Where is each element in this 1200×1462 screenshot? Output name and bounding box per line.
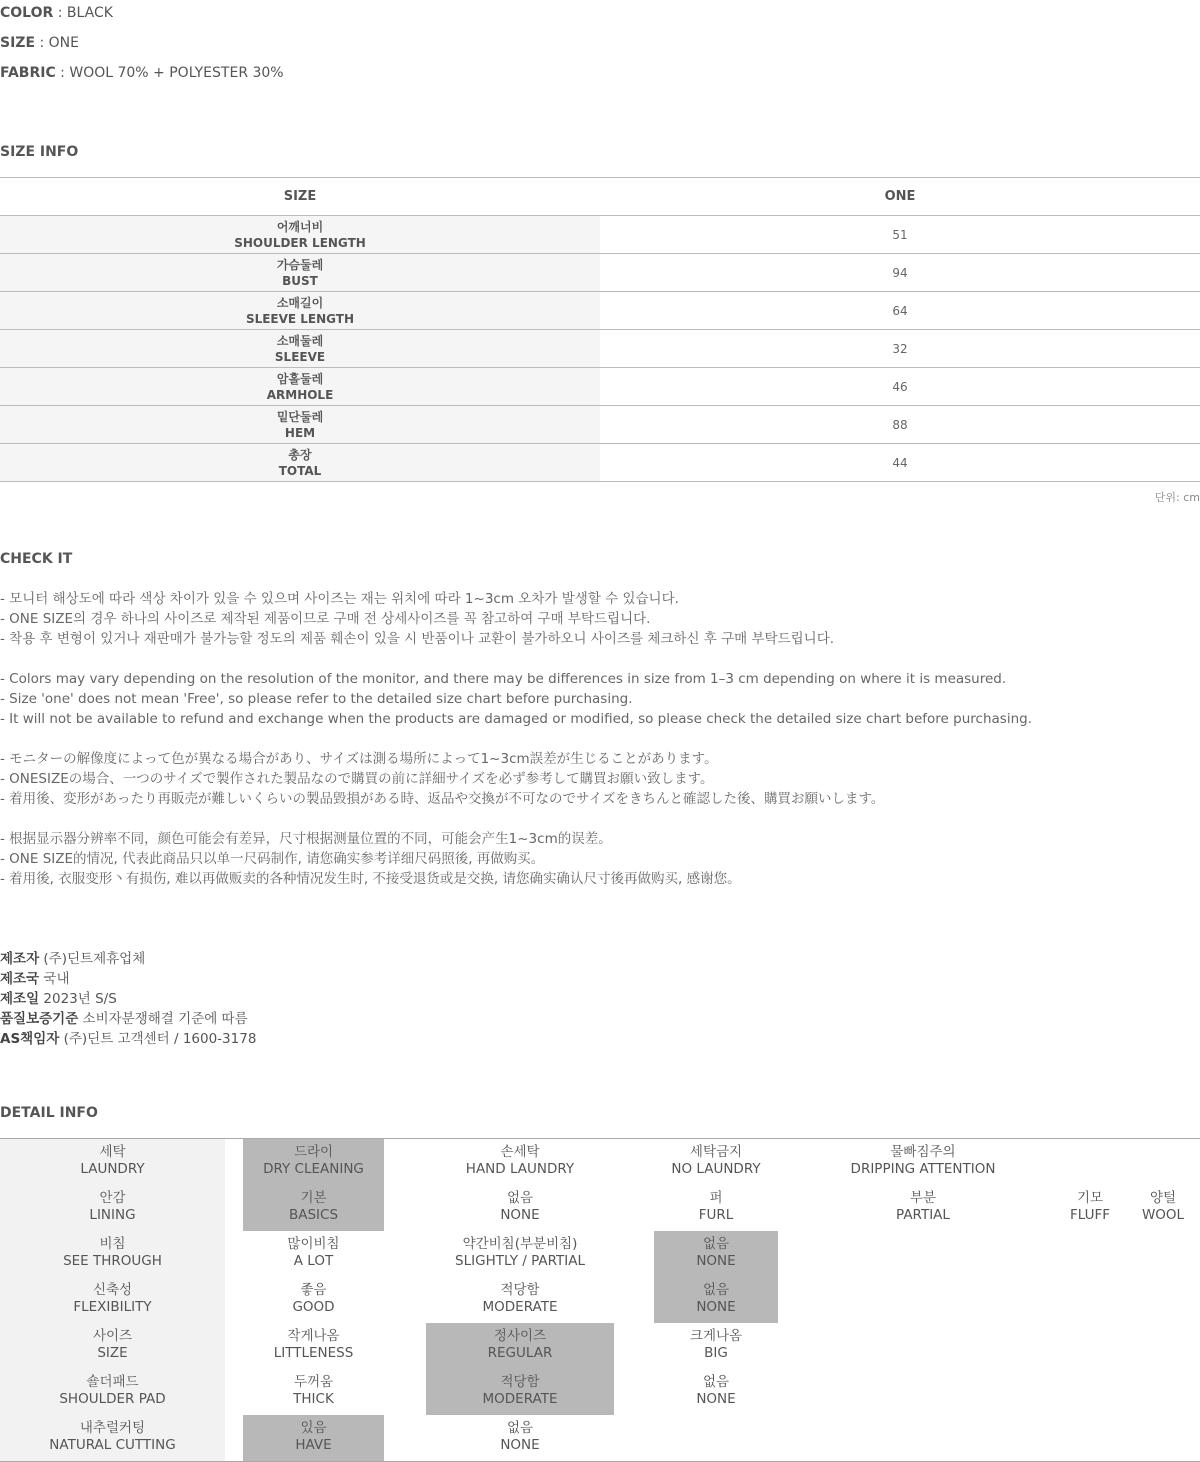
size-row-label: [0, 444, 600, 482]
info-value: 국내: [39, 971, 70, 987]
spec-fabric: [0, 65, 284, 81]
size-row-label: [0, 216, 600, 254]
option-none: [654, 1282, 778, 1316]
info-key: 제조국: [0, 971, 40, 987]
option-en: DRIPPING ATTENTION: [850, 1161, 996, 1177]
detail-label-laundry: [0, 1144, 225, 1178]
table-row: [0, 292, 1200, 330]
option-ko: 세탁금지: [689, 1144, 743, 1160]
label-ko: 암홀둘레: [276, 371, 324, 386]
label-en: ARMHOLE: [266, 387, 334, 402]
label-ko: 세탁: [99, 1144, 126, 1160]
option-en: A LOT: [293, 1253, 334, 1269]
note-line: - Colors may vary depending on the resolution of the monitor, and there may be differences in size from 1–3 cm depending on where it is measured.: [0, 671, 1007, 687]
label-en: SLEEVE LENGTH: [245, 311, 355, 326]
option-ko: 없음: [702, 1236, 730, 1252]
size-row-label: [0, 292, 600, 330]
notes-korean: [0, 589, 834, 649]
option-ko: 없음: [506, 1420, 534, 1436]
detail-label-natural-cutting: [0, 1420, 225, 1454]
label-ko: 어깨너비: [276, 219, 324, 234]
option-none: [426, 1420, 614, 1454]
option-partial: [833, 1190, 1013, 1224]
option-en: DRY CLEANING: [263, 1161, 364, 1177]
note-line: - ONESIZEの場合、一つのサイズで製作された製品なので購買の前に詳細サイズを必ず参考して購買お願い致します。: [0, 771, 714, 787]
option-ko: 작게나옴: [287, 1328, 340, 1344]
note-line: - 着用後, 衣服变形丶有损伤, 难以再做贩卖的各种情况发生时, 不接受退货或是交换, 请您确实确认尺寸後再做购买, 感谢您。: [0, 871, 741, 887]
option-en: PARTIAL: [896, 1207, 950, 1223]
label-ko: 소매둘레: [276, 333, 324, 348]
size-row-value: 94: [600, 254, 1200, 292]
option-moderate: [426, 1374, 614, 1408]
label-ko: 비침: [99, 1236, 126, 1252]
option-big: [654, 1328, 778, 1362]
option-hand-laundry: [426, 1144, 614, 1178]
option-wool: [1128, 1190, 1198, 1224]
table-row: [0, 330, 1200, 368]
label-en: HEM: [284, 425, 316, 440]
label-en: SLEEVE: [274, 349, 326, 364]
spec-key: SIZE: [0, 35, 36, 51]
option-dripping-attention: [833, 1144, 1013, 1178]
size-table-header: [0, 178, 1200, 216]
label-en: SHOULDER PAD: [59, 1391, 166, 1407]
notes-chinese: [0, 829, 741, 889]
size-row-label: [0, 406, 600, 444]
size-header-label: SIZE: [0, 178, 600, 216]
product-maker: [0, 949, 256, 969]
table-row: [0, 368, 1200, 406]
note-line: - 根据显示器分辨率不同，颜色可能会有差异，尺寸根据测量位置的不同，可能会产生1~3cm的误差。: [0, 831, 612, 847]
detail-label-flexibility: [0, 1282, 225, 1316]
label-ko: 총장: [288, 447, 312, 462]
check-it-title: CHECK IT: [0, 551, 73, 567]
option-en: WOOL: [1141, 1207, 1185, 1223]
option-ko: 약간비침(부분비침): [462, 1236, 578, 1252]
option-en: REGULAR: [487, 1345, 553, 1361]
detail-info-title: DETAIL INFO: [0, 1105, 98, 1121]
option-none: [654, 1374, 778, 1408]
option-have: [243, 1420, 384, 1454]
label-en: NATURAL CUTTING: [49, 1437, 176, 1453]
option-moderate: [426, 1282, 614, 1316]
option-en: GOOD: [292, 1299, 335, 1315]
option-fluff: [1055, 1190, 1125, 1224]
size-row-value: 32: [600, 330, 1200, 368]
option-none: [426, 1190, 614, 1224]
size-table: [0, 177, 1200, 482]
table-row: [0, 406, 1200, 444]
detail-label-see-through: [0, 1236, 225, 1270]
info-key: 제조자: [0, 951, 40, 967]
option-en: NONE: [696, 1299, 736, 1315]
option-good: [243, 1282, 384, 1316]
option-en: THICK: [293, 1391, 334, 1407]
option-en: SLIGHTLY / PARTIAL: [455, 1253, 585, 1269]
option-basics: [243, 1190, 384, 1224]
table-row: [0, 216, 1200, 254]
label-en: BUST: [282, 273, 318, 288]
label-ko: 안감: [99, 1190, 126, 1206]
option-ko: 퍼: [709, 1190, 723, 1206]
spec-value: : ONE: [35, 35, 79, 51]
option-dry-cleaning: [243, 1144, 384, 1178]
option-en: LITTLENESS: [273, 1345, 354, 1361]
option-ko: 정사이즈: [493, 1328, 547, 1344]
label-ko: 내추럴커팅: [79, 1420, 146, 1436]
size-row-label: [0, 368, 600, 406]
label-ko: 신축성: [92, 1282, 133, 1298]
option-ko: 기모: [1076, 1190, 1104, 1206]
option-ko: 양털: [1149, 1190, 1177, 1206]
option-a-lot: [243, 1236, 384, 1270]
label-en: SHOULDER LENGTH: [234, 235, 366, 250]
label-ko: 소매길이: [276, 295, 324, 310]
spec-value: : BLACK: [53, 5, 113, 21]
label-en: FLEXIBILITY: [73, 1299, 152, 1315]
spec-value: : WOOL 70% + POLYESTER 30%: [55, 65, 284, 81]
option-ko: 있음: [300, 1420, 327, 1436]
option-en: HAVE: [295, 1437, 332, 1453]
option-en: BIG: [704, 1345, 728, 1361]
option-en: HAND LAUNDRY: [465, 1161, 575, 1177]
option-ko: 적당함: [500, 1282, 540, 1298]
option-en: NONE: [696, 1391, 736, 1407]
option-en: MODERATE: [482, 1391, 558, 1407]
product-warranty: [0, 1009, 256, 1029]
table-row: [0, 444, 1200, 482]
info-key: 품질보증기준: [0, 1011, 79, 1027]
info-value: (주)딘트제휴업체: [39, 951, 146, 967]
note-line: - モニターの解像度によって色が異なる場合があり、サイズは測る場所によって1~3cm誤差が生じることがあります。: [0, 751, 718, 767]
option-thick: [243, 1374, 384, 1408]
note-line: - ONE SIZE的情况, 代表此商品只以单一尺码制作, 请您确实参考详细尺码照後, 再做购买。: [0, 851, 545, 867]
option-ko: 없음: [702, 1282, 730, 1298]
size-row-label: [0, 330, 600, 368]
product-country: [0, 969, 256, 989]
label-ko: 숄더패드: [86, 1374, 139, 1390]
option-regular: [426, 1328, 614, 1362]
option-en: NONE: [500, 1437, 540, 1453]
size-header-value: ONE: [600, 178, 1200, 216]
info-key: 제조일: [0, 991, 40, 1007]
option-ko: 물빠짐주의: [890, 1144, 956, 1160]
size-row-value: 46: [600, 368, 1200, 406]
size-row-value: 64: [600, 292, 1200, 330]
option-ko: 드라이: [293, 1144, 334, 1160]
option-ko: 좋음: [300, 1282, 327, 1298]
product-date: [0, 989, 256, 1009]
option-ko: 많이비침: [287, 1236, 340, 1252]
option-en: NONE: [500, 1207, 540, 1223]
detail-label-lining: [0, 1190, 225, 1224]
spec-color: [0, 5, 113, 21]
notes-english: [0, 669, 1032, 729]
size-row-label: [0, 254, 600, 292]
label-en: LINING: [89, 1207, 136, 1223]
size-row-value: 51: [600, 216, 1200, 254]
option-none: [654, 1236, 778, 1270]
label-en: TOTAL: [278, 463, 322, 478]
option-ko: 두꺼움: [293, 1374, 334, 1390]
note-line: - It will not be available to refund and exchange when the products are damaged or modified, so please check the detailed size chart before purchasing.: [0, 711, 1032, 727]
info-value: 2023년 S/S: [39, 991, 117, 1007]
size-row-value: 44: [600, 444, 1200, 482]
option-ko: 없음: [506, 1190, 534, 1206]
table-row: [0, 254, 1200, 292]
option-furl: [654, 1190, 778, 1224]
notes-japanese: [0, 749, 884, 809]
option-en: FLUFF: [1069, 1207, 1111, 1223]
option-en: BASICS: [288, 1207, 339, 1223]
option-en: MODERATE: [482, 1299, 558, 1315]
option-littleness: [243, 1328, 384, 1362]
option-ko: 크게나옴: [689, 1328, 743, 1344]
label-ko: 밑단둘레: [276, 409, 324, 424]
note-line: - Size 'one' does not mean 'Free', so please refer to the detailed size chart before purchasing.: [0, 691, 633, 707]
note-line: - 착용 후 변형이 있거나 재판매가 불가능할 정도의 제품 훼손이 있을 시 반품이나 교환이 불가하오니 사이즈를 체크하신 후 구매 부탁드립니다.: [0, 631, 835, 647]
label-ko: 사이즈: [92, 1328, 133, 1344]
option-slightly-partial: [410, 1236, 630, 1270]
size-unit-note: 단위: cm: [1154, 491, 1200, 504]
option-ko: 적당함: [500, 1374, 540, 1390]
note-line: - 着用後、変形があったり再販売が難しいくらいの製品毀損がある時、返品や交換が不可なのでサイズをきちんと確認した後、購買お願いします。: [0, 791, 885, 807]
detail-label-size: [0, 1328, 225, 1362]
option-ko: 없음: [702, 1374, 730, 1390]
option-en: NONE: [696, 1253, 736, 1269]
size-row-value: 88: [600, 406, 1200, 444]
spec-size: [0, 35, 79, 51]
option-en: NO LAUNDRY: [671, 1161, 761, 1177]
note-line: - ONE SIZE의 경우 하나의 사이즈로 제작된 제품이므로 구매 전 상세사이즈를 꼭 참고하여 구매 부탁드립니다.: [0, 611, 651, 627]
product-info: [0, 949, 256, 1049]
option-ko: 부분: [909, 1190, 937, 1206]
label-en: SEE THROUGH: [63, 1253, 162, 1269]
info-value: (주)딘트 고객센터 / 1600-3178: [59, 1031, 257, 1047]
label-en: SIZE: [97, 1345, 128, 1361]
label-en: LAUNDRY: [80, 1161, 145, 1177]
info-value: 소비자분쟁해결 기준에 따름: [78, 1011, 248, 1027]
note-line: - 모니터 해상도에 따라 색상 차이가 있을 수 있으며 사이즈는 재는 위치에 따라 1~3cm 오차가 발생할 수 있습니다.: [0, 591, 679, 607]
detail-label-shoulder-pad: [0, 1374, 225, 1408]
product-as: [0, 1029, 256, 1049]
option-no-laundry: [654, 1144, 778, 1178]
spec-key: FABRIC: [0, 65, 56, 81]
label-ko: 가슴둘레: [276, 257, 324, 272]
option-ko: 손세탁: [500, 1144, 540, 1160]
size-info-title: SIZE INFO: [0, 144, 79, 160]
option-en: FURL: [698, 1207, 734, 1223]
option-ko: 기본: [300, 1190, 327, 1206]
spec-key: COLOR: [0, 5, 54, 21]
info-key: AS책임자: [0, 1031, 60, 1047]
